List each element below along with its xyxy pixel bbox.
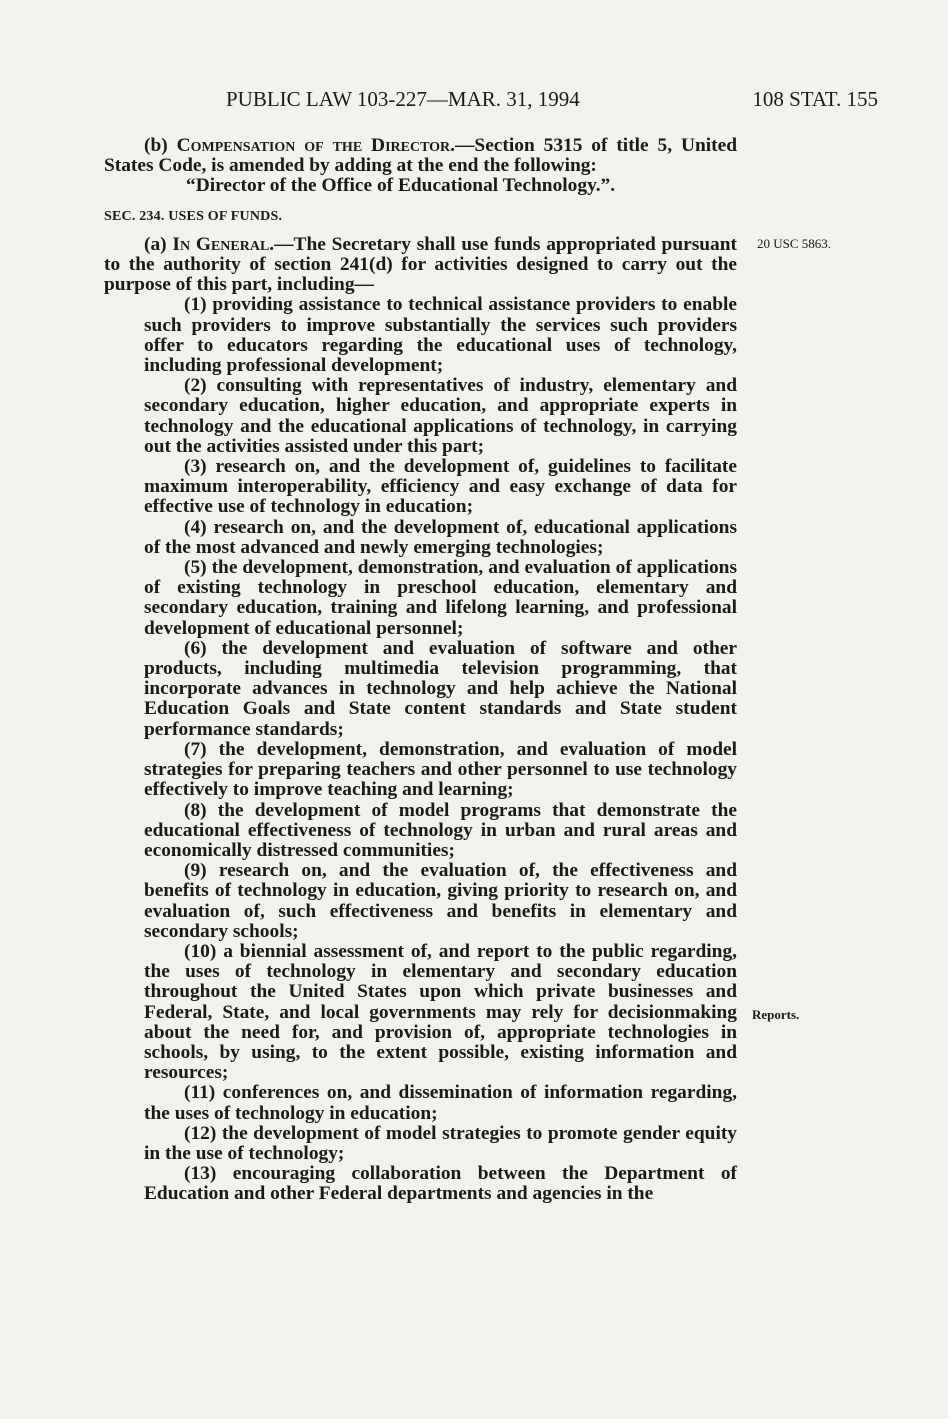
paragraph-a-label: (a) xyxy=(144,233,173,255)
item-list xyxy=(104,295,737,1204)
list-item-1: (1) providing assistance to technical assistance providers to enable such providers to improve substantially the services such providers offer to educators regarding the educational uses of technology, including professional development; xyxy=(144,294,737,377)
list-item-7: (7) the development, demonstration, and evaluation of model strategies for preparing teachers and other personnel to use technology effectively to improve teaching and learning; xyxy=(144,738,737,801)
header-stat: 108 STAT. 155 xyxy=(752,87,878,111)
paragraph-a xyxy=(104,235,737,296)
list-item-13: (13) encouraging collaboration between the Department of Education and other Federal departments and agencies in the xyxy=(144,1163,737,1205)
list-item-9: (9) research on, and the evaluation of, the effectiveness and benefits of technology in education, giving priority to research on, and evaluation of, such effectiveness and benefits in elementary and secondary schools; xyxy=(144,860,737,942)
list-item-10: (10) a biennial assessment of, and report to the public regarding, the uses of technology in elementary and secondary education throughout the United States upon which private businesses and Federal, State, and local governments may rely for decisionmaking about the need for, and provision of, appropriate technologies in schools, by using, to the extent possible, existing information and resources; xyxy=(144,940,737,1084)
paragraph-b-label: (b) xyxy=(144,135,177,156)
body-text xyxy=(104,136,737,1205)
list-item-6: (6) the development and evaluation of software and other products, including multimedia television programming, that incorporate advances in technology and help achieve the National Education Goals and State content standards and State student performance standards; xyxy=(144,637,737,740)
list-item-2: (2) consulting with representatives of industry, elementary and secondary education, higher education, and appropriate experts in technology and the educational applications of technology, in carrying out the activities assisted under this part; xyxy=(144,375,737,457)
paragraph-a-caption: In General. xyxy=(172,233,275,255)
header-title: PUBLIC LAW 103-227—MAR. 31, 1994 xyxy=(226,87,580,111)
usc-margin-note: 20 USC 5863. xyxy=(757,236,832,251)
paragraph-b-text: —Section 5315 of title 5, United States Code, is amended by adding at the end the following: xyxy=(104,135,738,177)
list-item-11: (11) conferences on, and dissemination of information regarding, the uses of technology in education; xyxy=(144,1082,737,1124)
section-heading: SEC. 234. USES OF FUNDS. xyxy=(104,208,283,224)
list-item-12: (12) the development of model strategies to promote gender equity in the use of technology; xyxy=(144,1122,737,1164)
list-item-4: (4) research on, and the development of, educational applications of the most advanced and newly emerging technologies; xyxy=(144,516,737,558)
list-item-8: (8) the development of model programs that demonstrate the educational effectiveness of technology in urban and rural areas and economically distressed communities; xyxy=(144,799,737,861)
list-item-3: (3) research on, and the development of, guidelines to facilitate maximum interoperability, efficiency and easy exchange of data for effective use of technology in education; xyxy=(144,456,737,518)
list-item-5: (5) the development, demonstration, and evaluation of applications of existing technology in preschool education, elementary and secondary education, training and lifelong learning, and professional development of educational personnel; xyxy=(144,557,737,639)
page-header xyxy=(226,87,878,112)
paragraph-a-text: —The Secretary shall use funds appropriated pursuant to the authority of section 241(d) for activities designed to carry out the purpose of this part, including— xyxy=(104,233,737,296)
paragraph-b-caption: Compensation of the Director. xyxy=(176,135,456,156)
reports-margin-note: Reports. xyxy=(752,1007,800,1022)
paragraph-b xyxy=(104,136,737,176)
quoted-text: “Director of the Office of Educational Technology.”. xyxy=(186,175,616,197)
